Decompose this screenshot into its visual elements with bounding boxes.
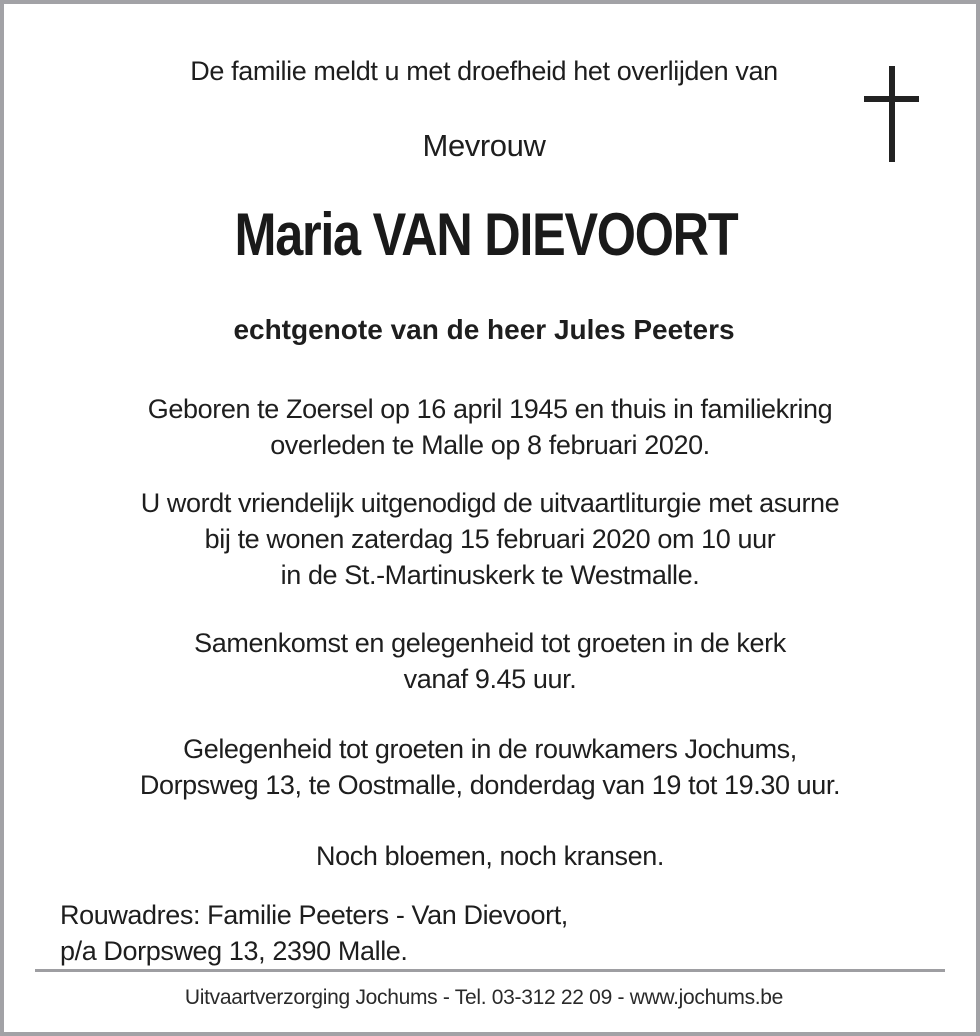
death-notice	[4, 4, 976, 1032]
footer-divider	[35, 969, 945, 972]
paragraph-line: Samenkomst en gelegenheid tot groeten in de kerk	[194, 628, 786, 658]
funeral-home-footer: Uitvaartverzorging Jochums - Tel. 03-312 22 09 - www.jochums.be	[184, 986, 784, 1009]
funeral-invitation-paragraph	[4, 485, 976, 593]
flowers-paragraph	[4, 838, 976, 874]
cross-horizontal-bar	[864, 96, 919, 102]
paragraph-line: Gelegenheid tot groeten in de rouwkamers Jochums,	[183, 734, 797, 764]
paragraph-line: Dorpsweg 13, te Oostmalle, donderdag van 19 tot 19.30 uur.	[139, 770, 841, 800]
mourning-address	[60, 897, 568, 969]
visitation-paragraph	[4, 731, 976, 803]
address-line: p/a Dorpsweg 13, 2390 Malle.	[60, 936, 408, 966]
paragraph-line: overleden te Malle op 8 februari 2020.	[270, 430, 710, 460]
paragraph-line: Noch bloemen, noch kransen.	[316, 841, 664, 871]
deceased-name: Maria VAN DIEVOORT	[234, 201, 738, 268]
spouse-line: echtgenote van de heer Jules Peeters	[233, 314, 735, 345]
paragraph-line: Geboren te Zoersel op 16 april 1945 en thuis in familiekring	[147, 394, 833, 424]
birth-death-paragraph	[4, 391, 976, 463]
address-line: Rouwadres: Familie Peeters - Van Dievoort,	[60, 900, 568, 930]
paragraph-line: bij te wonen zaterdag 15 februari 2020 om 10 uur	[204, 524, 776, 554]
intro-text: De familie meldt u met droefheid het overlijden van	[190, 56, 778, 86]
paragraph-line: vanaf 9.45 uur.	[403, 664, 577, 694]
salutation: Mevrouw	[422, 128, 546, 163]
paragraph-line: U wordt vriendelijk uitgenodigd de uitvaartliturgie met asurne	[140, 488, 840, 518]
gathering-paragraph	[4, 625, 976, 697]
paragraph-line: in de St.-Martinuskerk te Westmalle.	[280, 560, 700, 590]
